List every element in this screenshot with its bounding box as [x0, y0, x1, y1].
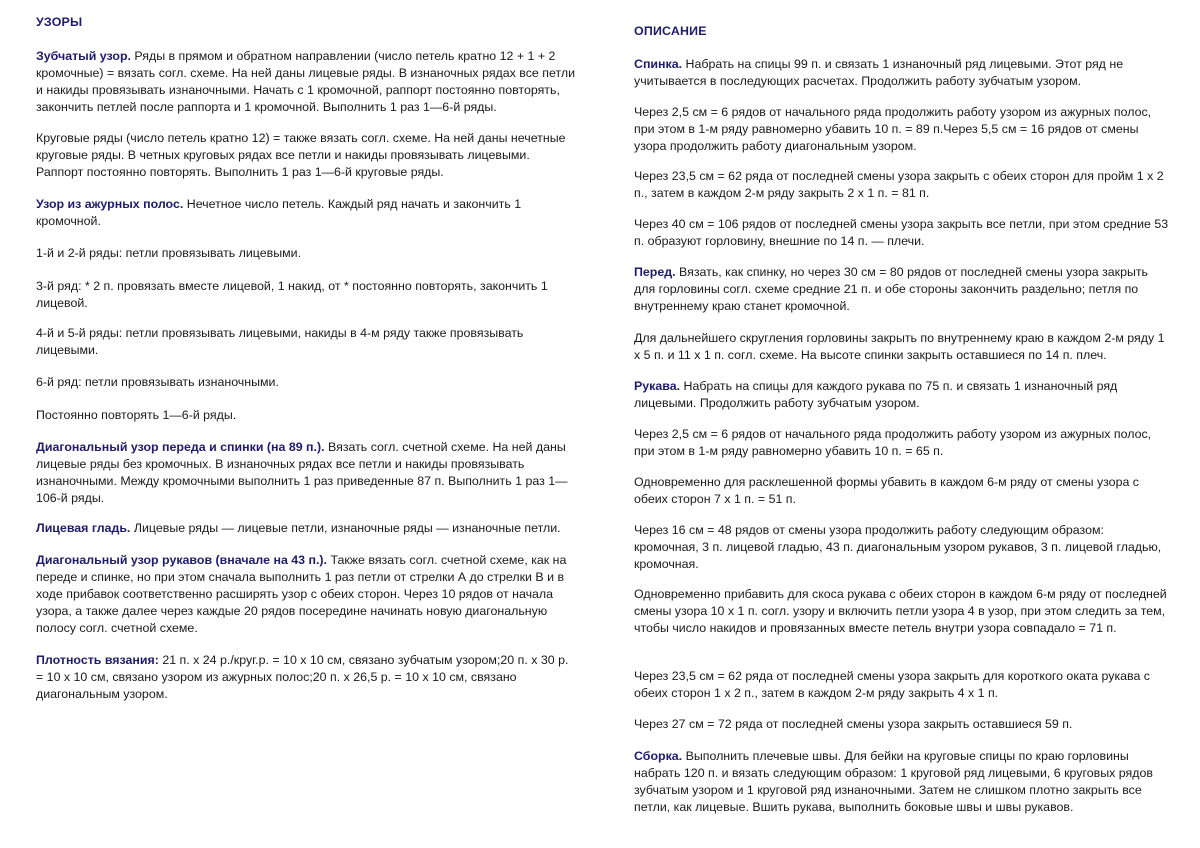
paragraph-text: 21 п. х 24 р./круг.р. = 10 х 10 см, связано зубчатым узором;20 п. х 30 р. = 10 х 10 см, связано узором из ажурных полос;20 п. х 26,5 р. = 10 х 10 см, связано диагональным узором. — [36, 653, 569, 701]
paragraph-back — [634, 56, 1170, 90]
paragraph-sleeves-flare — [634, 474, 1170, 508]
paragraph-text: Через 27 см = 72 ряда от последней смены узора закрыть оставшиеся 59 п. — [634, 717, 1073, 731]
paragraph-text: Вязать согл. счетной схеме. На ней даны лицевые ряды без кромочных. В изнаночных рядах все петли и накиды провязывать изнаночными. Между кромочными выполнить 1 раз приведенные 87 п. Выполнить 1 раз 1—106-й ряды. — [36, 440, 568, 505]
paragraph-lead: Диагональный узор рукавов (вначале на 43 п.). — [36, 553, 327, 567]
paragraph-front-neckline — [634, 330, 1170, 364]
description-heading: ОПИСАНИЕ — [634, 24, 707, 38]
paragraph-lead: Плотность вязания: — [36, 653, 159, 667]
paragraph-text: Также вязать согл. счетной схеме, как на переде и спинке, но при этом сначала выполнить 1 раз петли от стрелки А до стрелки В и в ходе прибавок соответственно расширять узор с обеих сторон. Через 10 рядов от начала узора, а также далее через каждые 20 рядов посередине начинать новую диагональную полосу согл. счетной схеме. — [36, 553, 567, 635]
paragraph-serrated-pattern — [36, 48, 576, 116]
paragraph-row-6 — [36, 374, 576, 391]
paragraph-text: 3-й ряд: * 2 п. провязать вместе лицевой, 1 накид, от * постоянно повторять, закончить 1 лицевой. — [36, 279, 548, 310]
paragraph-text: Лицевые ряды — лицевые петли, изнаночные ряды — изнаночные петли. — [130, 521, 561, 535]
paragraph-gauge — [36, 652, 576, 703]
paragraph-repeat-rows — [36, 407, 576, 424]
paragraph-text: Выполнить плечевые швы. Для бейки на круговые спицы по краю горловины набрать 120 п. и вязать следующим образом: 1 круговой ряд лицевыми, 6 круговых рядов зубчатым узором и 1 круговой ряд изнаночными. Затем не слишком плотно закрыть все петли, как лицевые. Вшить рукава, выполнить боковые швы и швы рукавов. — [634, 749, 1153, 814]
paragraph-openwork-stripes — [36, 196, 576, 230]
paragraph-diagonal-front-back — [36, 439, 576, 507]
paragraph-lead: Рукава. — [634, 379, 681, 393]
paragraph-lead: Перед. — [634, 265, 676, 279]
paragraph-text: Набрать на спицы для каждого рукава по 75 п. и связать 1 изнаночный ряд лицевыми. Продолжить работу зубчатым узором. — [634, 379, 1118, 410]
paragraph-text: Нечетное число петель. Каждый ряд начать и закончить 1 кромочной. — [36, 197, 522, 228]
paragraph-text: Через 2,5 см = 6 рядов от начального ряда продолжить работу узором из ажурных полос, при этом в 1-м ряду равномерно убавить 10 п. = 65 п. — [634, 427, 1152, 458]
paragraph-back-shoulders — [634, 216, 1170, 250]
paragraph-lead: Лицевая гладь. — [36, 521, 131, 535]
paragraph-lead: Сборка. — [634, 749, 683, 763]
paragraph-diagonal-sleeves — [36, 552, 576, 637]
paragraph-text: Набрать на спицы 99 п. и связать 1 изнаночный ряд лицевыми. Этот ряд не учитывается в последующих расчетах. Продолжить работу зубчатым узором. — [634, 57, 1124, 88]
paragraph-sleeves — [634, 378, 1170, 412]
paragraph-lead: Зубчатый узор. — [36, 49, 131, 63]
paragraph-text: Одновременно прибавить для скоса рукава с обеих сторон в каждом 6-м ряду от последней смены узора 10 х 1 п. согл. узору и включить петли узора 4 в узор, при этом следить за тем, чтобы число накидов и провязанных вместе петель внутри узора совпадало = 71 п. — [634, 587, 1167, 635]
paragraph-lead: Диагональный узор переда и спинки (на 89 п.). — [36, 440, 325, 454]
paragraph-text: Одновременно для расклешенной формы убавить в каждом 6-м ряду от смены узора с обеих сторон 7 х 1 п. = 51 п. — [634, 475, 1139, 506]
paragraph-sleeve-bind-off — [634, 716, 1170, 733]
paragraph-back-armholes — [634, 168, 1170, 202]
paragraph-sleeves-increase — [634, 586, 1170, 637]
paragraph-text: 4-й и 5-й ряды: петли провязывать лицевыми, накиды в 4-м ряду также провязывать лицевыми. — [36, 326, 524, 357]
paragraph-lead: Спинка. — [634, 57, 683, 71]
paragraph-sleeves-openwork — [634, 426, 1170, 460]
paragraph-back-openwork — [634, 104, 1170, 155]
paragraph-text: Через 23,5 см = 62 ряда от последней смены узора закрыть для короткого оката рукава с обеих сторон 1 х 2 п., затем в каждом 2-м ряду закрыть 4 х 1 п. — [634, 669, 1151, 700]
paragraph-text: Вязать, как спинку, но через 30 см = 80 рядов от последней смены узора закрыть для горловины согл. схеме средние 21 п. и обе стороны закончить раздельно; петля по внутреннему краю станет кромочной. — [634, 265, 1149, 313]
paragraph-text: Ряды в прямом и обратном направлении (число петель кратно 12 + 1 + 2 кромочные) = вязать согл. схеме. На ней даны лицевые ряды. В изнаночных рядах все петли и накиды провязывать изнаночными. Начать с 1 кромочной, раппорт постоянно повторять, закончить петлей после раппорта и 1 кромочной. Выполнить 1 раз 1—6-й ряды. — [36, 49, 576, 114]
paragraph-text: Через 2,5 см = 6 рядов от начального ряда продолжить работу узором из ажурных полос, при этом в 1-м ряду равномерно убавить 10 п. = 89 п.Через 5,5 см = 16 рядов от смены узора продолжить работу диагональным узором. — [634, 105, 1152, 153]
paragraph-text: 1-й и 2-й ряды: петли провязывать лицевыми. — [36, 246, 302, 260]
paragraph-sleeves-layout — [634, 522, 1170, 573]
paragraph-text: Круговые ряды (число петель кратно 12) = также вязать согл. схеме. На ней даны нечетные круговые ряды. В четных круговых рядах все петли и накиды провязывать лицевыми. Раппорт постоянно повторять. Выполнить 1 раз 1—6-й круговые ряды. — [36, 131, 566, 179]
patterns-heading: УЗОРЫ — [36, 15, 83, 29]
paragraph-circular-rows — [36, 130, 576, 181]
paragraph-assembly — [634, 748, 1170, 816]
paragraph-text: Через 16 см = 48 рядов от смены узора продолжить работу следующим образом: кромочная, 3 п. лицевой гладью, 43 п. диагональным узором рукавов, 3 п. лицевой гладью, кромочная. — [634, 523, 1162, 571]
paragraph-rows-1-2 — [36, 245, 576, 262]
paragraph-sleeve-cap — [634, 668, 1170, 702]
paragraph-text: Постоянно повторять 1—6-й ряды. — [36, 408, 237, 422]
paragraph-front — [634, 264, 1170, 315]
paragraph-text: 6-й ряд: петли провязывать изнаночными. — [36, 375, 279, 389]
paragraph-stockinette — [36, 520, 576, 537]
paragraph-text: Через 40 см = 106 рядов от последней смены узора закрыть все петли, при этом средние 53 п. образуют горловину, внешние по 14 п. — плечи. — [634, 217, 1169, 248]
paragraph-lead: Узор из ажурных полос. — [36, 197, 184, 211]
paragraph-text: Через 23,5 см = 62 ряда от последней смены узора закрыть с обеих сторон для пройм 1 х 2 п., затем в каждом 2-м ряду закрыть 2 х 1 п. = 81 п. — [634, 169, 1164, 200]
paragraph-row-3 — [36, 278, 576, 312]
paragraph-text: Для дальнейшего скругления горловины закрыть по внутреннему краю в каждом 2-м ряду 1 х 5 п. и 11 х 1 п. согл. схеме. На высоте спинки закрыть оставшиеся по 14 п. плеч. — [634, 331, 1165, 362]
paragraph-rows-4-5 — [36, 325, 576, 359]
